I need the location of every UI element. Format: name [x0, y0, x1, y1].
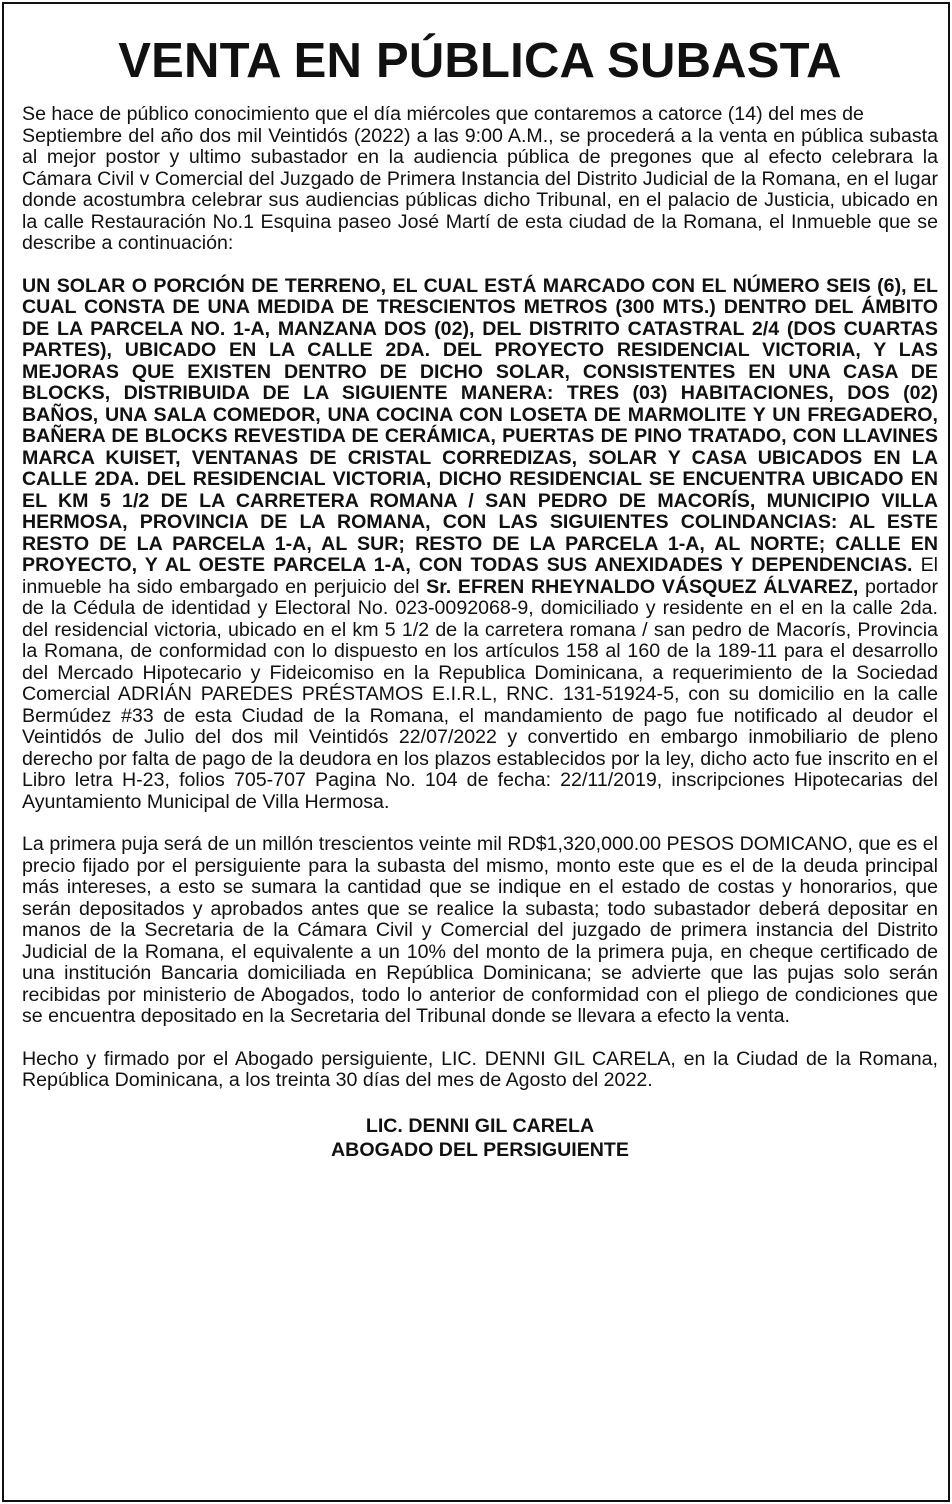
intro-line-1: Se hace de público conocimiento que el día miércoles que contaremos a catorce (14) del mes de: [22, 103, 864, 125]
property-description: UN SOLAR O PORCIÓN DE TERRENO, EL CUAL ESTÁ MARCADO CON EL NÚMERO SEIS (6), EL CUAL CONSTA DE UNA MEDIDA DE TRESCIENTOS METROS (300 MTS.) DENTRO DEL ÁMBITO DE LA PARCELA NO. 1-A, MANZANA DOS (02), DEL DISTRITO CATASTRAL 2/4 (DOS CUARTAS PARTES), UBICADO EN LA CALLE 2DA. DEL PROYECTO RESIDENCIAL VICTORIA, Y LAS MEJORAS QUE EXISTEN DENTRO DE DICHO SOLAR, CONSISTENTES EN UNA CASA DE BLOCKS, DISTRIBUIDA DE LA SIGUIENTE MANERA: TRES (03) HABITACIONES, DOS (02) BAÑOS, UNA SALA COMEDOR, UNA COCINA CON LOSETA DE MARMOLITE Y UN FREGADERO, BAÑERA DE BLOCKS REVESTIDA DE CERÁMICA, PUERTAS DE PINO TRATADO, CON LLAVINES MARCA KUISET, VENTANAS DE CRISTAL CORREDIZAS, SOLAR Y CASA UBICADOS EN LA CALLE 2DA. DEL RESIDENCIAL VICTORIA, DICHO RESIDENCIAL SE ENCUENTRA UBICADO EN EL KM 5 1/2 DE LA CARRETERA ROMANA / SAN PEDRO DE MACORÍS, MUNICIPIO VILLA HERMOSA, PROVINCIA DE LA ROMANA, CON LAS SIGUIENTES COLINDANCIAS: AL ESTE RESTO DE LA PARCELA 1-A, AL SUR; RESTO DE LA PARCELA 1-A, AL NORTE; CALLE EN PROYECTO, Y AL OESTE PARCELA 1-A, CON TODAS SUS ANEXIDADES Y DEPENDENCIAS.: [22, 274, 938, 576]
intro-text: Septiembre del año dos mil Veintidós (2022) a las 9:00 A.M., se procederá a la venta en pública subasta al mejor postor y ultimo subastador en la audiencia pública de pregones que al efecto celebrara la Cámara Civil v Comercial del Juzgado de Primera Instancia del Distrito Judicial de la Romana, en el lugar donde acostumbra celebrar sus audiencias públicas dicho Tribunal, en el palacio de Justicia, ubicado en la calle Restauración No.1 Esquina paseo José Martí de esta ciudad de la Romana, el Inmueble que se describe a continuación:: [22, 124, 938, 254]
notice-border: [2, 2, 950, 1502]
intro-paragraph: [22, 104, 938, 255]
signature-name: LIC. DENNI GIL CARELA: [365, 1114, 595, 1137]
embargo-details: portador de la Cédula de identidad y Electoral No. 023-0092068-9, domiciliado y residente en el en la calle 2da. del residencial victoria, ubicado en el km 5 1/2 de la carretera romana / san pedro de Macorís, Provincia la Romana, de conformidad con lo dispuesto en los artículos 158 al 160 de la 189-11 para el desarrollo del Mercado Hipotecario y Fideicomiso en la Republica Dominicana, a requerimiento de la Sociedad Comercial ADRIÁN PAREDES PRÉSTAMOS E.I.R.L, RNC. 131-51924-5, con su domicilio en la calle Bermúdez #33 de esta Ciudad de la Romana, el mandamiento de pago fue notificado al deudor el Veintidós de Julio del dos mil Veintidós 22/07/2022 y convertido en embargo inmobiliario de pleno derecho por falta de pago de la deudora en los plazos establecidos por la ley, dicho acto fue inscrito en el Libro letra H-23, folios 705-707 Pagina No. 104 de fecha: 22/11/2019, inscripciones Hipotecarias del Ayuntamiento Municipal de Villa Hermosa.: [22, 575, 938, 813]
bid-paragraph: La primera puja será de un millón trescientos veinte mil RD$1,320,000.00 PESOS DOMICANO, que es el precio fijado por el persiguiente para la subasta del mismo, monto este que es el de la deuda principal más intereses, a esto se sumara la cantidad que se indique en el estado de costas y honorarios, que serán depositados y aprobados antes que se realice la subasta; todo subastador deberá depositar en manos de la Secretaria de la Cámara Civil y Comercial del juzgado de primera instancia del Distrito Judicial de la Romana, el equivalente a un 10% del monto de la primera puja, en cheque certificado de una institución Bancaria domiciliada en República Dominicana; se advierte que las pujas solo serán recibidas por ministerio de Abogados, todo lo anterior de conformidad con el pliego de condiciones que se encuentra depositado en la Secretaria del Tribunal donde se llevara a efecto la venta.: [22, 833, 938, 1027]
property-paragraph: [22, 276, 938, 814]
notice-title: VENTA EN PÚBLICA SUBASTA: [118, 34, 842, 88]
debtor-name: Sr. EFREN RHEYNALDO VÁSQUEZ ÁLVAREZ,: [426, 575, 859, 598]
notice-content: [22, 32, 938, 1162]
signature-block: [22, 1114, 938, 1162]
embargo-lead: El inmueble ha sido embargado en perjuicio del: [22, 554, 938, 598]
signature-role: ABOGADO DEL PERSIGUIENTE: [331, 1138, 629, 1161]
closing-paragraph: Hecho y firmado por el Abogado persiguiente, LIC. DENNI GIL CARELA, en la Ciudad de la Romana, República Dominicana, a los treinta 30 días del mes de Agosto del 2022.: [22, 1047, 938, 1091]
